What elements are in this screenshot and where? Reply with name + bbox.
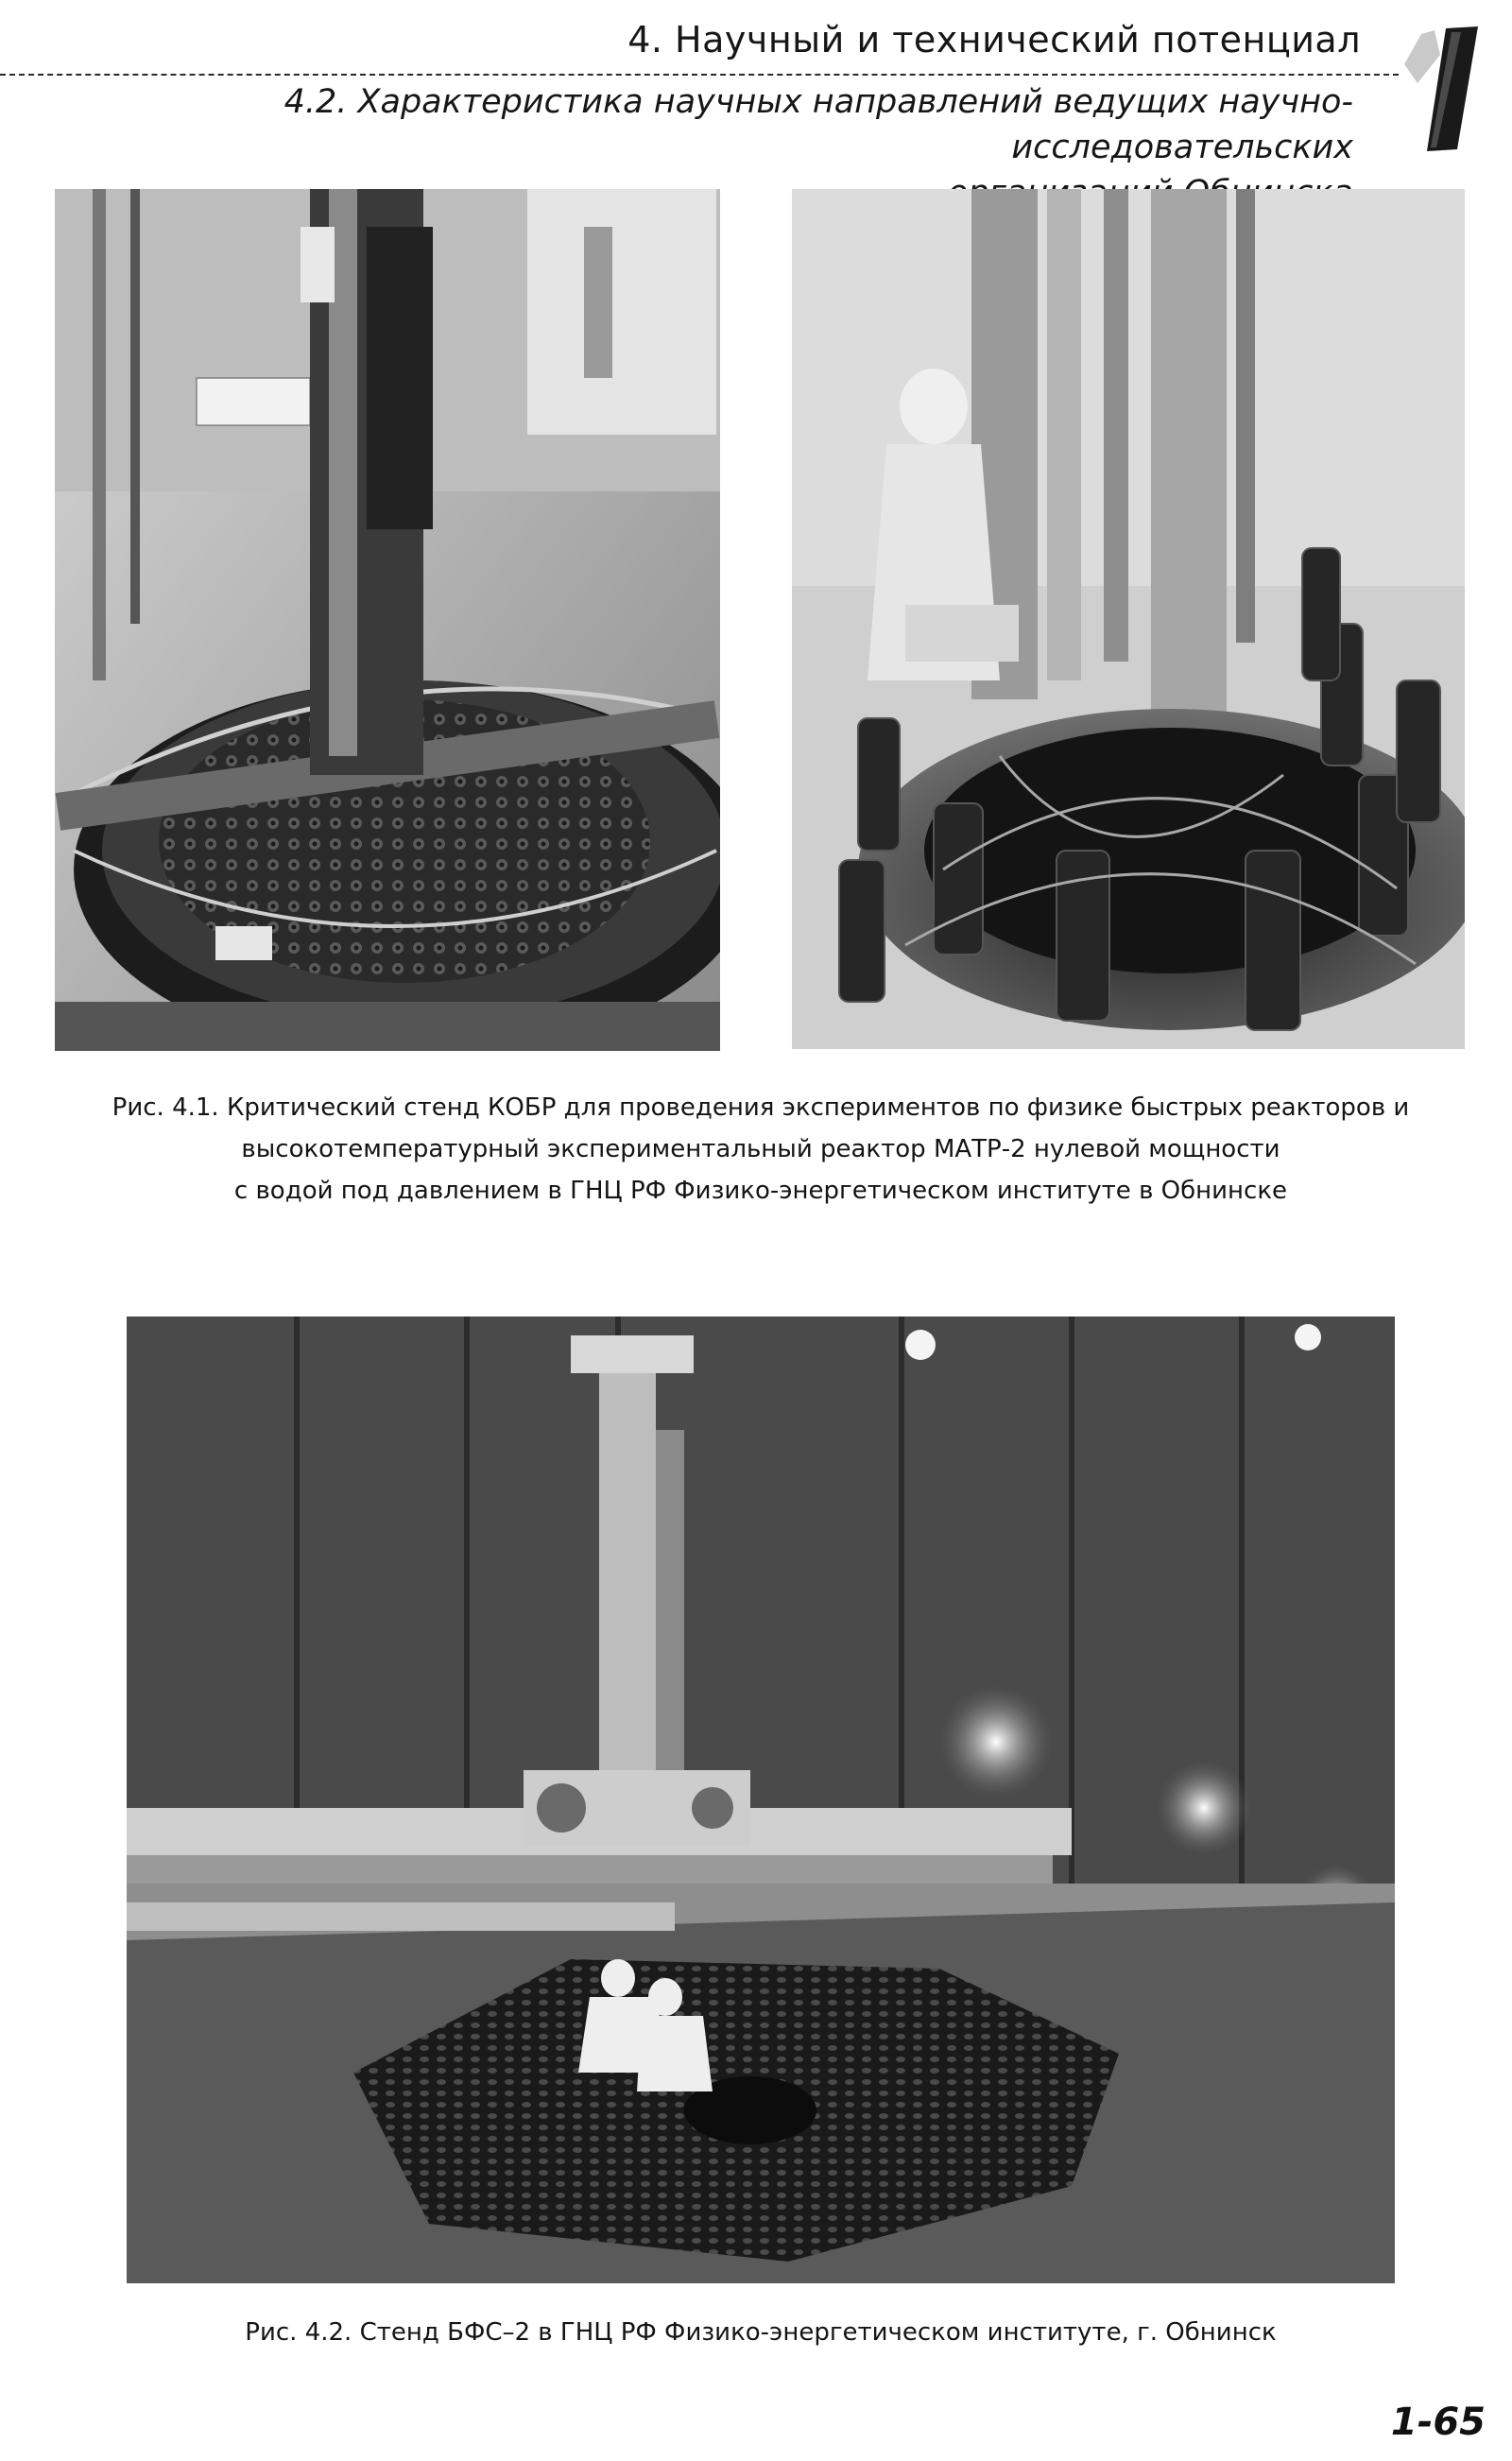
photo-matr-2-reactor [792, 189, 1465, 1049]
chapter-number-mark-icon [1399, 26, 1486, 154]
section-title-line-1: 4.2. Характеристика научных направлений ведущих научно-исследовательских [284, 83, 1353, 166]
figure-4-1-caption [57, 1087, 1465, 1212]
header-divider [0, 74, 1399, 76]
figure-4-2-caption: Рис. 4.2. Стенд БФС–2 в ГНЦ РФ Физико-энергетическом институте, г. Обнинск [245, 2318, 1277, 2347]
photo-bfs-2-stand [127, 1317, 1395, 2283]
caption-line-1: Рис. 4.1. Критический стенд КОБР для проведения экспериментов по физике быстрых реакторов и [112, 1093, 1410, 1122]
caption-line-2: высокотемпературный экспериментальный реактор МАТР-2 нулевой мощности [241, 1135, 1280, 1163]
caption-line-3: с водой под давлением в ГНЦ РФ Физико-энергетическом институте в Обнинске [233, 1177, 1288, 1205]
page-number: 1-65 [1390, 2401, 1486, 2444]
chapter-title: 4. Научный и технический потенциал [627, 19, 1361, 60]
photo-kobr-critical-assembly [55, 189, 720, 1051]
